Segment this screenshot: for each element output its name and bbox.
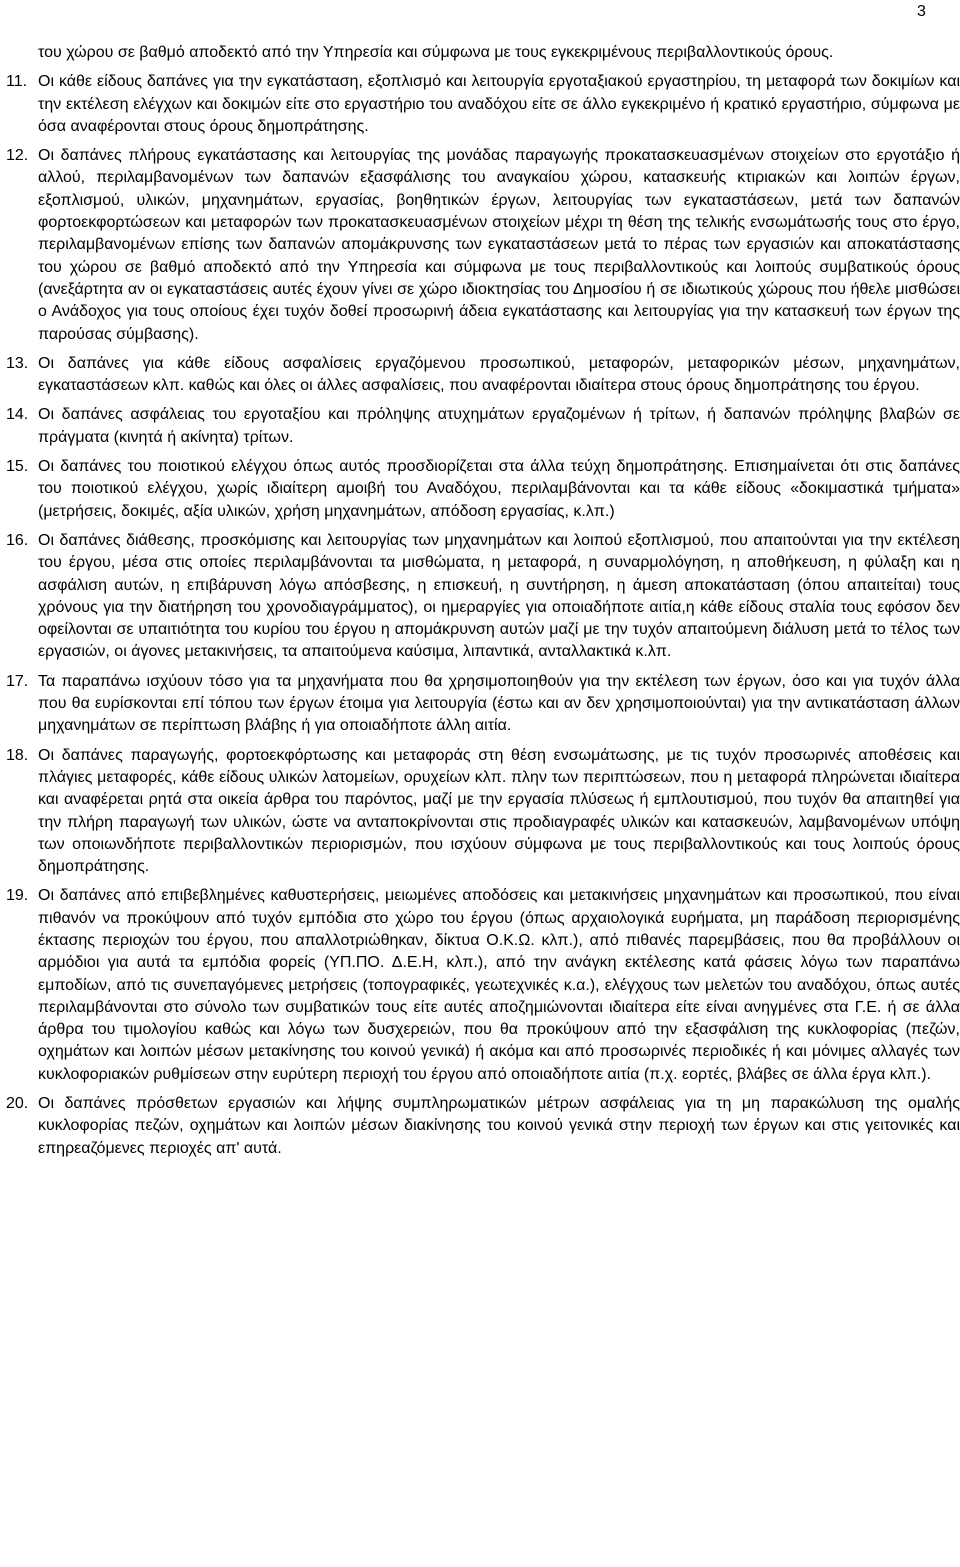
item-text: Οι κάθε είδους δαπάνες για την εγκατάσταση, εξοπλισμό και λειτουργία εργοταξιακού εργαστηρίου, τη μεταφορά των δοκιμίων και την εκτέλεση ελέγχων και δοκιμών είτε στο εργαστήριο του αναδόχου είτε σε άλλο εγκεκριμένο ή κρατικό εργαστήριο, σύμφωνα με όσα αναφέρονται στους όρους δημοπράτησης. xyxy=(38,73,960,135)
list-item-17 xyxy=(6,671,960,738)
item-text: Οι δαπάνες παραγωγής, φορτοεκφόρτωσης και μεταφοράς στη θέση ενσωμάτωσης, με τις τυχόν προσωρινές αποθέσεις και πλάγιες μεταφορές, κάθε είδους υλικών λατομείων, ορυχείων κλπ. πλην των περιπτώσεων, που η μεταφορά πληρώνεται ιδιαίτερα και αναφέρεται ρητά στα οικεία άρθρα του παρόντος, μαζί με την εργασία πλύσεως ή εμπλουτισμού, που τυχόν θα απαιτηθεί για την πλήρη παραγωγή των υλικών, ώστε να ανταποκρίνονται στις προδιαγραφές υλικών και κατασκευών, λαμβανομένων υπόψη των οποιωνδήποτε περιβαλλοντικών περιορισμών, που ισχύουν σύμφωνα με τους περιβαλλοντικούς και τους λοιπούς όρους δημοπράτησης. xyxy=(38,746,960,876)
list-item-11 xyxy=(6,71,960,138)
item-text: Οι δαπάνες από επιβεβλημένες καθυστερήσεις, μειωμένες αποδόσεις και μετακινήσεις μηχανημάτων και προσωπικού, που είναι πιθανόν να προκύψουν από τυχόν εμπόδια στο χώρο του έργου (όπως αρχαιολογικά ευρήματα, μη παράδοση περιορισμένης έκτασης περιοχών του έργου, που απαλλοτριώθηκαν, δίκτυα Ο.Κ.Ω. κλπ.), από πιθανές παρεμβάσεις, που θα προβάλλουν οι αρμόδιοι για αυτά τα εμπόδια φορείς (ΥΠ.ΠΟ. Δ.Ε.Η, κλπ.), από την ανάγκη εκτέλεσης κατά φάσεις λόγω των παραπάνω εμποδίων, από τις συνεπαγόμενες μετρήσεις (τοπογραφικές, γεωτεχνικές κ.α.), ελέγχους των μελετών του αναδόχου, όπως αυτές περιλαμβάνονται στο σύνολο των συμβατικών τους είτε αυτές αποζημιώνονται ιδιαίτερα είτε είναι ανηγμένες στα Γ.Ε. ή σε άλλα άρθρα του τιμολογίου καθώς και λόγω των δυσχερειών, που θα προκύψουν από την εξασφάλιση της κυκλοφορίας (πεζών, οχημάτων και λοιπών μέσων μετακίνησης του κοινού γενικά) ή ακόμα και από προσωρινές περιοδικές ή και μόνιμες αλλαγές των κυκλοφοριακών ρυθμίσεων στην ευρύτερη περιοχή του έργου από οποιαδήποτε αιτία (π.χ. εορτές, βλάβες σε άλλα έργα κλπ.). xyxy=(38,887,960,1083)
item-number: 16. xyxy=(6,531,29,549)
list-item-18 xyxy=(6,745,960,879)
item-text: Οι δαπάνες διάθεσης, προσκόμισης και λειτουργίας των μηχανημάτων και λοιπού εξοπλισμού, που απαιτούνται για την εκτέλεση του έργου, μέσα στις οποίες περιλαμβάνονται τα μισθώματα, η μεταφορά, η συναρμολόγηση, η αποθήκευση, η φύλαξη και η ασφάλιση αυτών, η επιβάρυνση λόγω απόσβεσης, η επισκευή, η συντήρηση, η άμεση αποκατάσταση (όπου απαιτείται) τους χρόνους για την διατήρηση του χρονοδιαγράμματος), οι ημεραργίες για οποιαδήποτε αιτία,η κάθε είδους σταλία τους εφόσον δεν οφείλονται σε υπαιτιότητα του κυρίου του έργου η απομάκρυνση αυτών μαζί με την τυχόν απαιτούμενη διάλυση μετά το τέλος των εργασιών, οι άγονες μετακινήσεις, τα απαιτούμενα καύσιμα, λιπαντικά, ανταλλακτικά κ.λπ. xyxy=(38,531,960,661)
item-number: 13. xyxy=(6,354,29,372)
list-item-16 xyxy=(6,530,960,664)
item-number: 15. xyxy=(6,458,29,476)
item-number: 14. xyxy=(6,406,29,424)
item-number: 18. xyxy=(6,746,29,764)
list-item-15 xyxy=(6,456,960,523)
item-number: 11. xyxy=(6,73,28,91)
item-text: Οι δαπάνες πλήρους εγκατάστασης και λειτουργίας της μονάδας παραγωγής προκατασκευασμένων στοιχείων στο εργοτάξιο ή αλλού, περιλαμβανομένων των δαπανών εξασφάλισης του αναγκαίου χώρου, κατασκευής κτιριακών και λοιπών έργων, εξοπλισμού, υλικών, μηχανημάτων, εργασίας, βοηθητικών έργων, λειτουργίας των εγκαταστάσεων, μετά των δαπανών φορτοεκφορτώσεων και μεταφορών των προκατασκευασμένων στοιχείων μέχρι τη θέση της τελικής ενσωμάτωσής τους στο έργο, περιλαμβανομένων επίσης των δαπανών απομάκρυνσης των εγκαταστάσεων μετά το πέρας των εργασιών και αποκατάστασης του χώρου σε βαθμό αποδεκτό από την Υπηρεσία και σύμφωνα με τους περιβαλλοντικούς και λοιπούς συμβατικούς όρους (ανεξάρτητα αν οι εγκαταστάσεις αυτές έχουν γίνει σε χώρο ιδιοκτησίας του Δημοσίου ή σε ιδιωτικούς χώρους που ήθελε μισθώσει ο Ανάδοχος για τους οποίους έχει τυχόν δοθεί προσωρινή άδεια εγκατάστασης και λειτουργίας για την κατασκευή των έργων της παρούσας σύμβασης). xyxy=(38,147,960,343)
list-item-19 xyxy=(6,885,960,1086)
page-number: 3 xyxy=(917,3,926,20)
document-body xyxy=(6,42,960,1167)
item-number: 12. xyxy=(6,147,29,165)
list-item-13 xyxy=(6,353,960,398)
item-number: 19. xyxy=(6,887,29,905)
item-text: Οι δαπάνες πρόσθετων εργασιών και λήψης συμπληρωματικών μέτρων ασφάλειας για τη μη παρακώλυση της ομαλής κυκλοφορίας πεζών, οχημάτων και λοιπών μέσων διακίνησης του κοινού γενικά στην περιοχή των έργων και στις γειτονικές και επηρεαζόμενες περιοχές απ' αυτά. xyxy=(38,1095,960,1157)
list-item-12 xyxy=(6,145,960,346)
item-text: Οι δαπάνες για κάθε είδους ασφαλίσεις εργαζόμενου προσωπικού, μεταφορών, μεταφορικών μέσων, μηχανημάτων, εγκαταστάσεων κλπ. καθώς και όλες οι άλλες ασφαλίσεις, που αναφέρονται ιδιαίτερα στους όρους δημοπράτησης του έργου. xyxy=(38,354,960,395)
item-number: 20. xyxy=(6,1095,29,1113)
continuation-paragraph: του χώρου σε βαθμό αποδεκτό από την Υπηρεσία και σύμφωνα με τους εγκεκριμένους περιβαλλοντικούς όρους. xyxy=(38,44,834,61)
list-item-14 xyxy=(6,404,960,449)
item-text: Τα παραπάνω ισχύουν τόσο για τα μηχανήματα που θα χρησιμοποιηθούν για την εκτέλεση των έργων, όσο και για τυχόν άλλα που θα ευρίσκονται επί τόπου των έργων έτοιμα για λειτουργία (έστω και αν δεν χρησιμοποιούνται) για την αντικατάσταση άλλων μηχανημάτων σε περίπτωση βλάβης ή για οποιαδήποτε άλλη αιτία. xyxy=(38,672,960,735)
item-text: Οι δαπάνες του ποιοτικού ελέγχου όπως αυτός προσδιορίζεται στα άλλα τεύχη δημοπράτησης. Επισημαίνεται ότι στις δαπάνες του ποιοτικού ελέγχου, χωρίς ιδιαίτερη αμοιβή του Αναδόχου, περιλαμβάνονται και τα κάθε είδους «δοκιμαστικά τμήματα» (μετρήσεις, δοκιμές, αξία υλικών, χρήση μηχανημάτων, απόδοση εργασίας, κ.λπ.) xyxy=(38,458,960,520)
list-item-20 xyxy=(6,1093,960,1160)
item-number: 17. xyxy=(6,672,29,690)
item-text: Οι δαπάνες ασφάλειας του εργοταξίου και πρόληψης ατυχημάτων εργαζομένων ή τρίτων, ή δαπανών πρόληψης βλαβών σε πράγματα (κινητά ή ακίνητα) τρίτων. xyxy=(38,406,960,446)
